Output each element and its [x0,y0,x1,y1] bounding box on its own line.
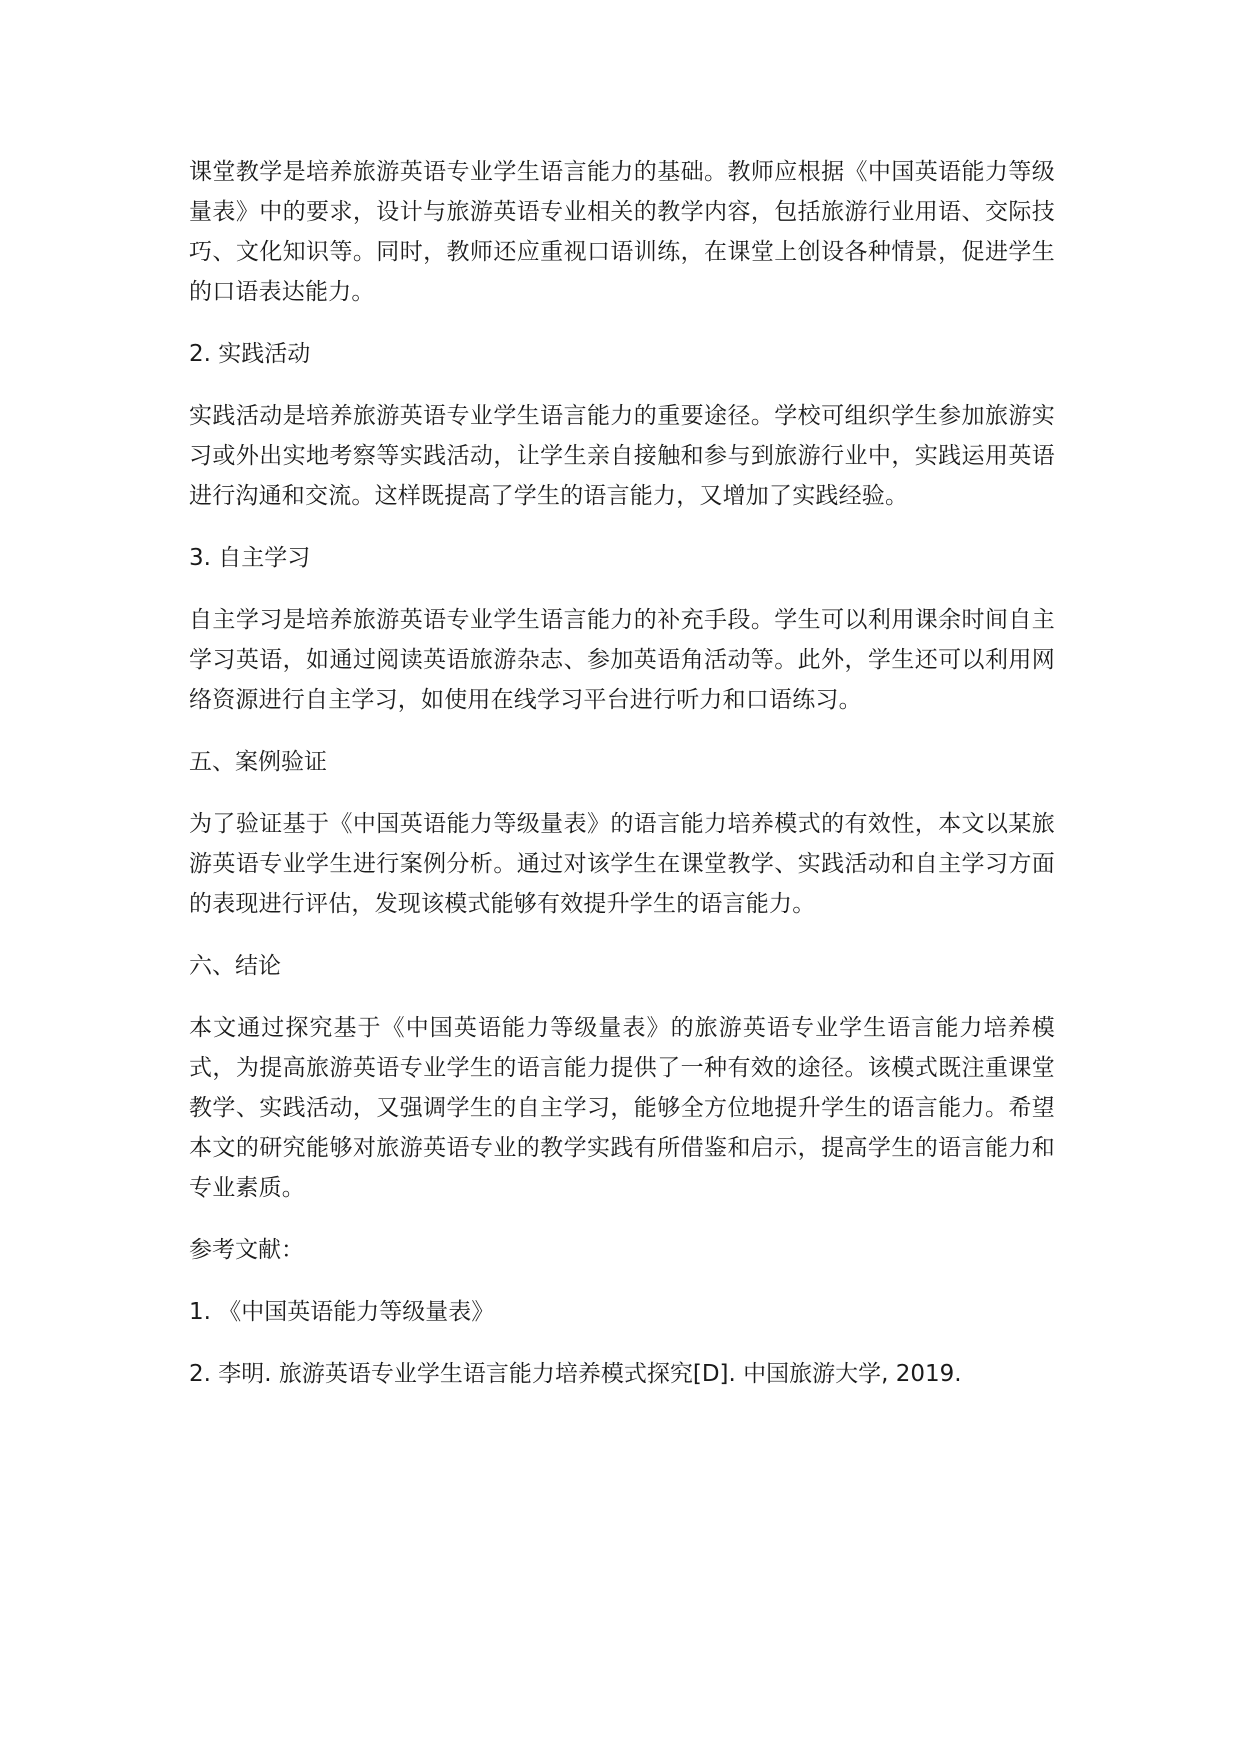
document-body [189,152,1055,1416]
heading-practice-activities: 2. 实践活动 [189,341,311,367]
heading-references: 参考文献： [189,1237,304,1263]
paragraph-conclusion: 本文通过探究基于《中国英语能力等级量表》的旅游英语专业学生语言能力培养模式，为提高旅游英语专业学生的语言能力提供了一种有效的途径。该模式既注重课堂教学、实践活动，又强调学生的自主学习，能够全方位地提升学生的语言能力。希望本文的研究能够对旅游英语专业的教学实践有所借鉴和启示，提高学生的语言能力和专业素质。 [189,1015,1055,1201]
reference-item: 2. 李明. 旅游英语专业学生语言能力培养模式探究[D]. 中国旅游大学, 2019. [189,1361,962,1387]
reference-item: 1. 《中国英语能力等级量表》 [189,1299,495,1325]
heading-self-study: 3. 自主学习 [189,545,311,571]
heading-case-verification: 五、案例验证 [189,749,327,775]
paragraph-practice-activities: 实践活动是培养旅游英语专业学生语言能力的重要途径。学校可组织学生参加旅游实习或外出实地考察等实践活动，让学生亲自接触和参与到旅游行业中，实践运用英语进行沟通和交流。这样既提高了学生的语言能力，又增加了实践经验。 [189,403,1055,509]
heading-conclusion: 六、结论 [189,953,281,979]
paragraph-classroom-teaching: 课堂教学是培养旅游英语专业学生语言能力的基础。教师应根据《中国英语能力等级量表》中的要求，设计与旅游英语专业相关的教学内容，包括旅游行业用语、交际技巧、文化知识等。同时，教师还应重视口语训练，在课堂上创设各种情景，促进学生的口语表达能力。 [189,159,1055,305]
paragraph-self-study: 自主学习是培养旅游英语专业学生语言能力的补充手段。学生可以利用课余时间自主学习英语，如通过阅读英语旅游杂志、参加英语角活动等。此外，学生还可以利用网络资源进行自主学习，如使用在线学习平台进行听力和口语练习。 [189,607,1055,713]
paragraph-case-verification: 为了验证基于《中国英语能力等级量表》的语言能力培养模式的有效性，本文以某旅游英语专业学生进行案例分析。通过对该学生在课堂教学、实践活动和自主学习方面的表现进行评估，发现该模式能够有效提升学生的语言能力。 [189,811,1055,917]
